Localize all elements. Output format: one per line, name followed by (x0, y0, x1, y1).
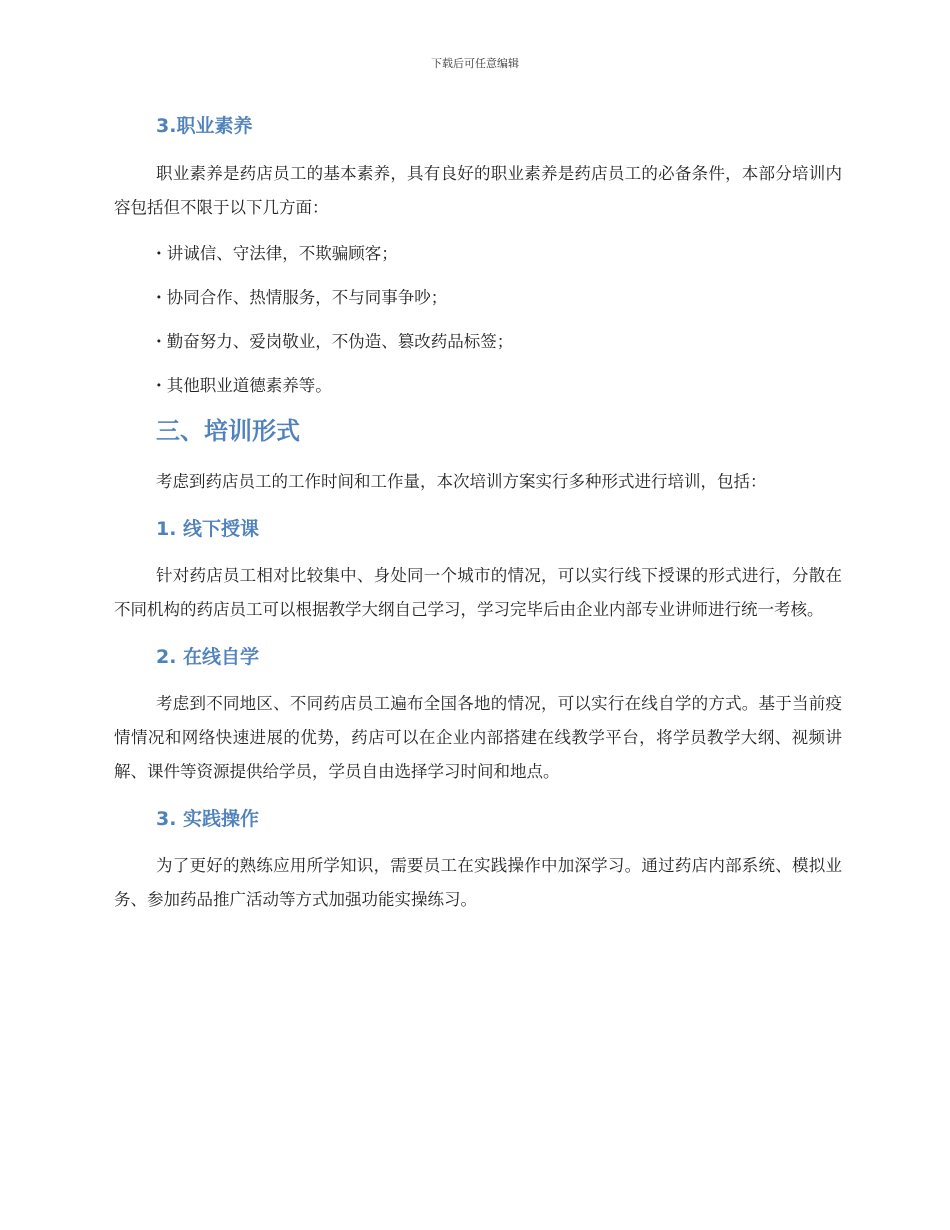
bullet-marker: · (156, 288, 162, 307)
list-item (156, 325, 842, 359)
bullet-marker: · (156, 332, 162, 351)
paragraph-online: 考虑到不同地区、不同药店员工遍布全国各地的情况，可以实行在线自学的方式。基于当前疫情情况和网络快速进展的优势，药店可以在企业内部搭建在线教学平台，将学员教学大纲、视频讲解、课件等资源提供给学员，学员自由选择学习时间和地点。 (114, 694, 842, 781)
section-heading-online: 2. 在线自学 (156, 646, 260, 668)
bullet-marker: · (156, 376, 162, 395)
paragraph-practice: 为了更好的熟练应用所学知识，需要员工在实践操作中加深学习。通过药店内部系统、模拟业务、参加药品推广活动等方式加强功能实操练习。 (114, 856, 842, 909)
paragraph-offline: 针对药店员工相对比较集中、身处同一个城市的情况，可以实行线下授课的形式进行，分散在不同机构的药店员工可以根据教学大纲自己学习，学习完毕后由企业内部专业讲师进行统一考核。 (114, 566, 842, 619)
section-heading-training-form: 三、培训形式 (156, 417, 300, 445)
list-item-text: 讲诚信、守法律，不欺骗顾客； (166, 244, 398, 263)
list-item (156, 369, 842, 403)
paragraph-training-form-intro: 考虑到药店员工的工作时间和工作量，本次培训方案实行多种形式进行培训，包括： (156, 472, 767, 491)
section-heading-practice: 3. 实践操作 (156, 808, 260, 830)
page-header: 下载后可任意编辑 (431, 57, 519, 70)
bullet-marker: · (156, 244, 162, 263)
section-heading-offline: 1. 线下授课 (156, 518, 260, 540)
list-item-text: 勤奋努力、爱岗敬业，不伪造、篡改药品标签； (166, 332, 514, 351)
paragraph-professional-intro: 职业素养是药店员工的基本素养，具有良好的职业素养是药店员工的必备条件，本部分培训内容包括但不限于以下几方面： (114, 164, 842, 217)
document-body (114, 108, 842, 917)
list-item (156, 237, 842, 271)
list-item-text: 协同合作、热情服务，不与同事争吵； (166, 288, 448, 307)
bullet-list (114, 237, 842, 403)
list-item-text: 其他职业道德素养等。 (166, 376, 332, 395)
list-item (156, 281, 842, 315)
section-heading-professional: 3.职业素养 (156, 115, 253, 137)
